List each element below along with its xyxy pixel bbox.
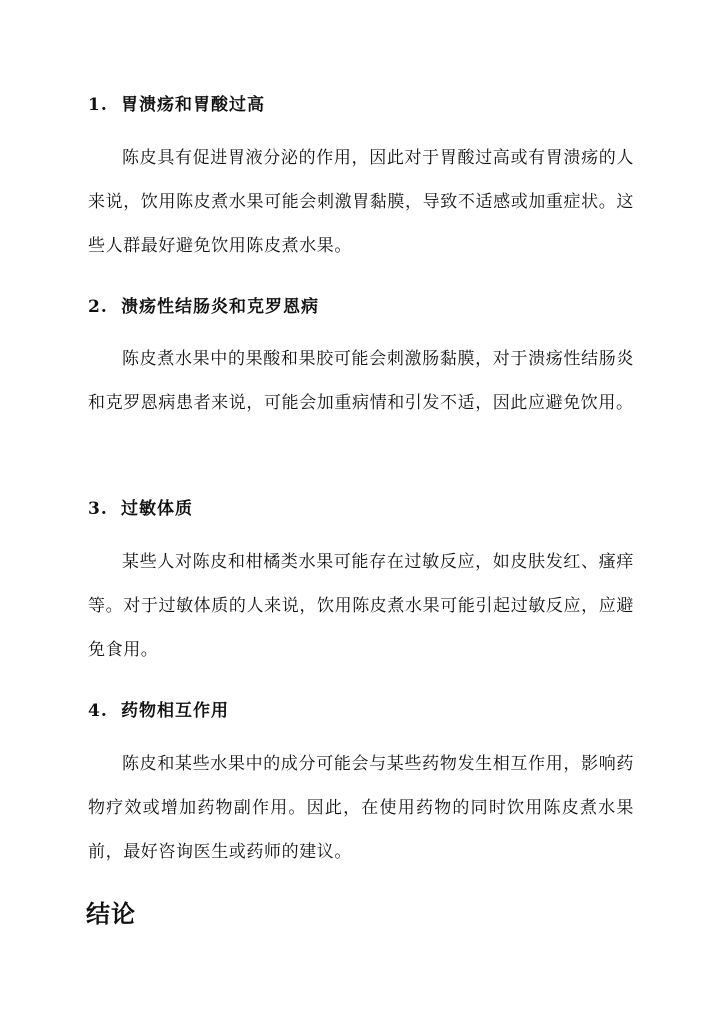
conclusion-heading: 结论 [86, 899, 136, 928]
section-body-4: 陈皮和某些水果中的成分可能会与某些药物发生相互作用，影响药物疗效或增加药物副作用。因此，在使用药物的同时饮用陈皮煮水果前，最好咨询医生或药师的建议。 [88, 754, 634, 862]
section-heading-3 [88, 494, 193, 519]
section-title: 药物相互作用 [121, 701, 229, 721]
section-heading-4 [88, 696, 229, 721]
section-title: 胃溃疡和胃酸过高 [121, 95, 265, 115]
section-number: 1. [88, 95, 108, 115]
section-title: 溃疡性结肠炎和克罗恩病 [121, 297, 319, 317]
section-heading-1 [88, 90, 265, 115]
section-heading-2 [88, 292, 319, 317]
section-number: 2. [88, 297, 108, 317]
section-body-1: 陈皮具有促进胃液分泌的作用，因此对于胃酸过高或有胃溃疡的人来说，饮用陈皮煮水果可能会刺激胃黏膜，导致不适感或加重症状。这些人群最好避免饮用陈皮煮水果。 [88, 148, 634, 256]
section-number: 4. [88, 701, 108, 721]
section-body-3: 某些人对陈皮和柑橘类水果可能存在过敏反应，如皮肤发红、瘙痒等。对于过敏体质的人来说，饮用陈皮煮水果可能引起过敏反应，应避免食用。 [88, 552, 634, 660]
section-number: 3. [88, 499, 108, 519]
section-title: 过敏体质 [121, 499, 193, 519]
section-body-2: 陈皮煮水果中的果酸和果胶可能会刺激肠黏膜，对于溃疡性结肠炎和克罗恩病患者来说，可能会加重病情和引发不适，因此应避免饮用。 [88, 349, 634, 413]
